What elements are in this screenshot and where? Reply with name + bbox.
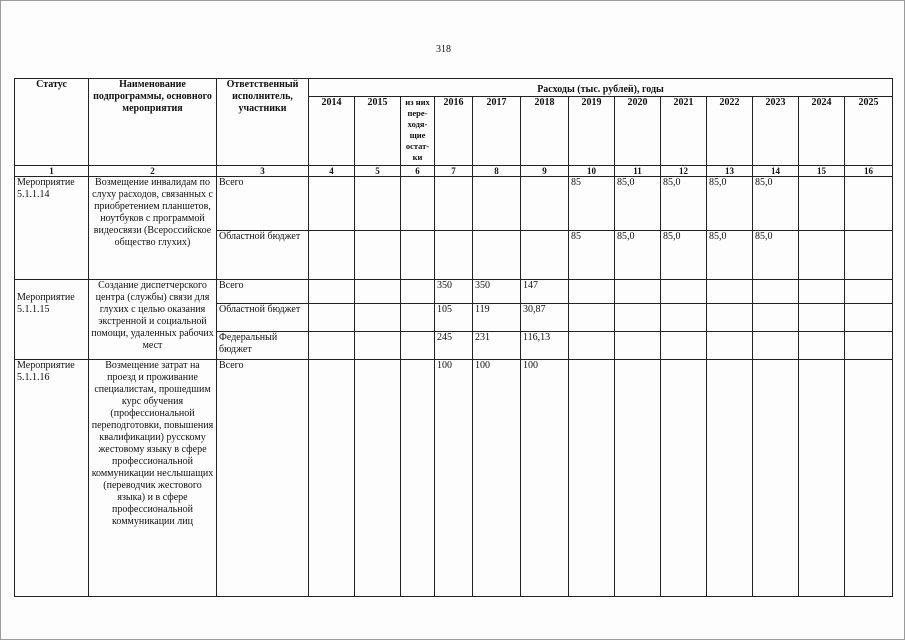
value-cell: 85 [569, 177, 615, 231]
value-cell [309, 280, 355, 304]
value-cell: 85,0 [707, 177, 753, 231]
value-cell: 30,87 [521, 304, 569, 332]
value-cell [401, 332, 435, 360]
header-carryover: из них пере-ходя-щие остат-ки [401, 97, 435, 166]
value-cell [845, 304, 893, 332]
value-cell: 147 [521, 280, 569, 304]
value-cell [309, 231, 355, 280]
value-cell [401, 280, 435, 304]
value-cell [707, 280, 753, 304]
header-year: 2023 [753, 97, 799, 166]
value-cell [569, 332, 615, 360]
column-number: 3 [217, 166, 309, 177]
value-cell [521, 177, 569, 231]
column-number: 15 [799, 166, 845, 177]
value-cell [845, 360, 893, 597]
value-cell [615, 332, 661, 360]
value-cell: 116,13 [521, 332, 569, 360]
value-cell [401, 177, 435, 231]
value-cell: 231 [473, 332, 521, 360]
value-cell [435, 231, 473, 280]
table-row [15, 280, 893, 304]
value-cell [845, 231, 893, 280]
column-number: 13 [707, 166, 753, 177]
value-cell [799, 280, 845, 304]
header-year: 2019 [569, 97, 615, 166]
value-cell: 105 [435, 304, 473, 332]
row-name: Возмещение инвалидам по слуху расходов, связанных с приобретением планшетов, ноутбуков с программой видеосвязи (Всероссийское общество глухих) [89, 177, 217, 280]
value-cell [309, 304, 355, 332]
value-cell [707, 360, 753, 597]
header-year: 2016 [435, 97, 473, 166]
row-name: Возмещение затрат на проезд и проживание специалистам, прошедшим курс обучения (профессиональной переподготовки, повышения квалификации) русскому жестовому языку в сфере профессиональной коммуникации неслышащих (переводчик жестового языка) и в сфере профессиональной коммуникации лиц [89, 360, 217, 597]
header-row-1 [15, 79, 893, 97]
value-cell: 100 [473, 360, 521, 597]
row-responsible: Всего [217, 280, 309, 304]
value-cell [355, 304, 401, 332]
column-number: 9 [521, 166, 569, 177]
value-cell [661, 332, 707, 360]
value-cell [707, 304, 753, 332]
value-cell [355, 177, 401, 231]
table-row [15, 177, 893, 231]
value-cell [799, 304, 845, 332]
value-cell [569, 280, 615, 304]
header-year: 2017 [473, 97, 521, 166]
column-number: 1 [15, 166, 89, 177]
column-number: 6 [401, 166, 435, 177]
value-cell [707, 332, 753, 360]
header-year: 2021 [661, 97, 707, 166]
header-year: 2020 [615, 97, 661, 166]
header-year: 2022 [707, 97, 753, 166]
header-expenses: Расходы (тыс. рублей), годы [309, 79, 893, 97]
value-cell [753, 332, 799, 360]
value-cell: 245 [435, 332, 473, 360]
value-cell: 119 [473, 304, 521, 332]
value-cell [615, 304, 661, 332]
value-cell [569, 360, 615, 597]
row-responsible: Областной бюджет [217, 231, 309, 280]
value-cell [355, 360, 401, 597]
column-number: 11 [615, 166, 661, 177]
column-numbers-row [15, 166, 893, 177]
column-number: 8 [473, 166, 521, 177]
value-cell: 85,0 [661, 177, 707, 231]
header-status: Статус [15, 79, 89, 166]
row-status: Мероприятие 5.1.1.16 [15, 360, 89, 597]
value-cell: 85,0 [615, 231, 661, 280]
value-cell [401, 231, 435, 280]
header-name: Наименование подпрограммы, основного мероприятия [89, 79, 217, 166]
value-cell [355, 280, 401, 304]
column-number: 7 [435, 166, 473, 177]
value-cell [355, 332, 401, 360]
value-cell [845, 280, 893, 304]
value-cell: 85,0 [753, 231, 799, 280]
column-number: 4 [309, 166, 355, 177]
column-number: 2 [89, 166, 217, 177]
value-cell [401, 304, 435, 332]
value-cell [569, 304, 615, 332]
page-number: 318 [436, 44, 451, 55]
column-number: 12 [661, 166, 707, 177]
row-responsible: Всего [217, 360, 309, 597]
row-responsible: Федеральный бюджет [217, 332, 309, 360]
value-cell [521, 231, 569, 280]
row-name: Создание диспетчерского центра (службы) связи для глухих с целью оказания экстренной и социальной помощи, удаленных рабочих мест [89, 280, 217, 360]
value-cell [473, 231, 521, 280]
budget-table [14, 78, 893, 597]
value-cell [615, 280, 661, 304]
value-cell: 100 [521, 360, 569, 597]
header-responsible: Ответственный исполнитель, участники [217, 79, 309, 166]
header-year: 2018 [521, 97, 569, 166]
row-responsible: Всего [217, 177, 309, 231]
column-number: 14 [753, 166, 799, 177]
value-cell [753, 304, 799, 332]
value-cell [753, 360, 799, 597]
row-status: Мероприятие 5.1.1.15 [15, 280, 89, 360]
value-cell [661, 280, 707, 304]
value-cell: 350 [435, 280, 473, 304]
header-year: 2014 [309, 97, 355, 166]
value-cell [799, 332, 845, 360]
header-year: 2025 [845, 97, 893, 166]
value-cell [799, 360, 845, 597]
value-cell [845, 177, 893, 231]
value-cell [661, 360, 707, 597]
value-cell: 85,0 [661, 231, 707, 280]
value-cell: 85,0 [615, 177, 661, 231]
value-cell [473, 177, 521, 231]
value-cell [845, 332, 893, 360]
value-cell: 350 [473, 280, 521, 304]
value-cell [799, 177, 845, 231]
value-cell [401, 360, 435, 597]
column-number: 5 [355, 166, 401, 177]
value-cell [355, 231, 401, 280]
header-year: 2024 [799, 97, 845, 166]
value-cell [435, 177, 473, 231]
row-responsible: Областной бюджет [217, 304, 309, 332]
table-row [15, 360, 893, 597]
value-cell [309, 177, 355, 231]
header-year: 2015 [355, 97, 401, 166]
row-status: Мероприятие 5.1.1.14 [15, 177, 89, 280]
value-cell [309, 360, 355, 597]
value-cell [799, 231, 845, 280]
column-number: 16 [845, 166, 893, 177]
value-cell [661, 304, 707, 332]
value-cell: 100 [435, 360, 473, 597]
column-number: 10 [569, 166, 615, 177]
value-cell [309, 332, 355, 360]
value-cell: 85 [569, 231, 615, 280]
value-cell [615, 360, 661, 597]
value-cell [753, 280, 799, 304]
value-cell: 85,0 [753, 177, 799, 231]
value-cell: 85,0 [707, 231, 753, 280]
